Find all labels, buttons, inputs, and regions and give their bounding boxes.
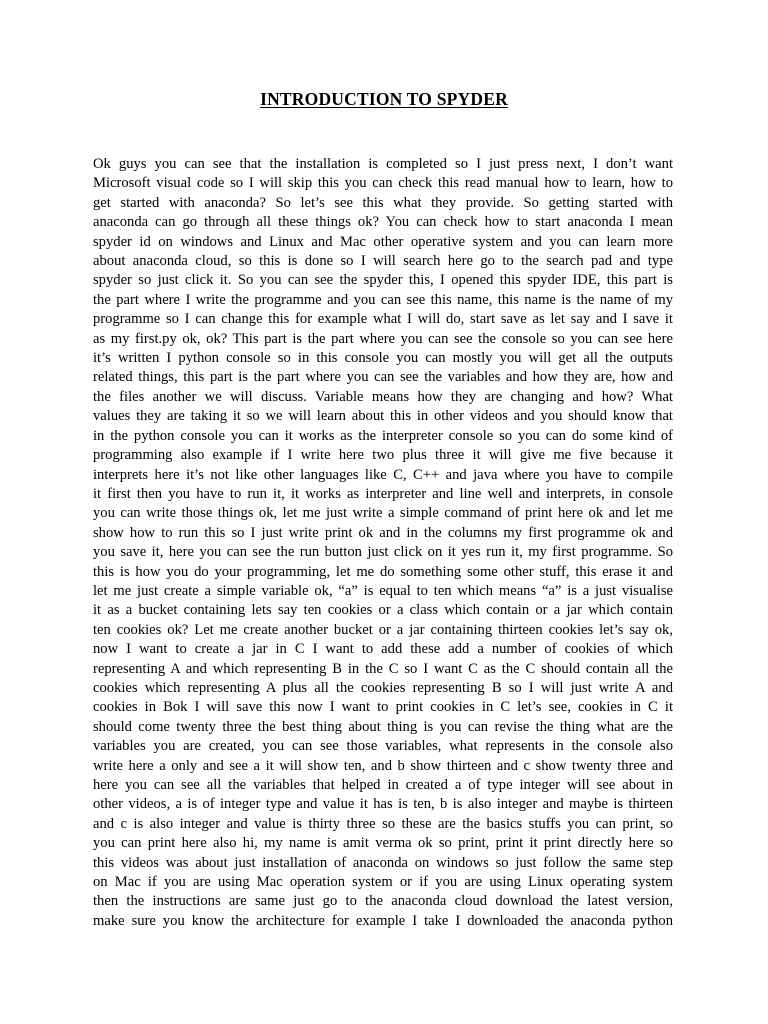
body-text-line: Microsoft visual code so I will skip this you can check this read manual how to learn, how to xyxy=(93,175,673,192)
body-text-line: ten cookies ok? Let me create another bucket or a jar containing thirteen cookies let’s say ok, xyxy=(93,621,673,638)
body-text-line: in the python console you can it works as the interpreter console so you can do some kind of xyxy=(93,427,673,444)
body-text-line: this is how you do your programming, let me do something some other stuff, this erase it and xyxy=(93,563,673,580)
body-text-line: values they are taking it so we will learn about this in other videos and you should know that xyxy=(93,408,673,425)
body-text-line: Ok guys you can see that the installation is completed so I just press next, I don’t want xyxy=(93,156,673,172)
body-text-line: cookies which representing A plus all the cookies representing B so I will just write A and xyxy=(93,679,673,696)
body-text-line: interprets here it’s not like other languages like C, C++ and java where you have to compile xyxy=(93,466,673,483)
body-text-line: about anaconda cloud, so this is done so I will search here go to the search pad and type xyxy=(93,253,673,270)
document-body xyxy=(93,155,683,931)
body-text-line: it first then you have to run it, it works as interpreter and line well and interprets, in console xyxy=(93,485,673,502)
body-text-line: spyder id on windows and Linux and Mac other operative system and you can learn more xyxy=(93,233,673,250)
body-text-line: related things, this part is the part where you can see the variables and how they are, how and xyxy=(93,369,673,386)
body-text-line: variables you are created, you can see those variables, what represents in the console also xyxy=(93,738,673,755)
body-text-line: other videos, a is of integer type and value it has is ten, b is also integer and maybe is thirteen xyxy=(93,796,673,813)
body-text-line: then the instructions are same just go to the anaconda cloud download the latest version, xyxy=(93,893,673,910)
body-text-line: you save it, here you can see the run button just click on it yes run it, my first programme. So xyxy=(93,544,673,561)
body-text-line: the part where I write the programme and you can see this name, this name is the name of my xyxy=(93,291,673,308)
body-text-line: it’s written I python console so in this console you can mostly you will get all the outputs xyxy=(93,350,673,367)
body-text-line: on Mac if you are using Mac operation system or if you are using Linux operating system xyxy=(93,874,673,891)
body-text-line: programming also example if I write here two plus three it will give me five because it xyxy=(93,447,673,464)
body-text-line: make sure you know the architecture for example I take I downloaded the anaconda python xyxy=(93,912,673,929)
body-text-line: programme so I can change this for example what I will do, start save as let say and I save it xyxy=(93,311,673,328)
body-text-line: you can print here also hi, my name is amit verma ok so print, print it print directly here so xyxy=(93,835,673,852)
body-text-line: as my first.py ok, ok? This part is the part where you can see the console so you can see here xyxy=(93,330,673,347)
body-text-line: spyder so just click it. So you can see the spyder this, I opened this spyder IDE, this part is xyxy=(93,272,673,289)
body-text-line: and c is also integer and value is thirty three so these are the basics stuffs you can print, so xyxy=(93,815,673,832)
body-text-line: write here a only and see a it will show ten, and b show thirteen and c show twenty three and xyxy=(93,757,673,774)
body-text-line: cookies in Bok I will save this now I want to print cookies in C let’s see, cookies in C it xyxy=(93,699,673,716)
document-title: INTRODUCTION TO SPYDER xyxy=(260,89,508,109)
body-text-line: now I want to create a jar in C I want to add these add a number of cookies of which xyxy=(93,641,673,658)
body-text-line: anaconda can go through all these things ok? You can check how to start anaconda I mean xyxy=(93,214,673,231)
body-text-line: should come twenty three the best thing about thing is you can revise the thing what are the xyxy=(93,718,673,735)
body-text-line: representing A and which representing B in the C so I want C as the C should contain all the xyxy=(93,660,673,677)
body-text-line: this videos was about just installation of anaconda on windows so just follow the same step xyxy=(93,854,673,871)
body-text-line: show how to run this so I just write print ok and in the columns my first programme ok and xyxy=(93,524,673,541)
body-text-line: you can write those things ok, let me just write a simple command of print here ok and let me xyxy=(93,505,673,522)
body-text-line: let me just create a simple variable ok, “a” is equal to ten which means “a” is a just visualise xyxy=(93,582,673,599)
body-text-line: the files another we will discuss. Variable means how they are changing and how? What xyxy=(93,388,673,405)
body-text-line: it as a bucket containing lets say ten cookies or a class which contain or a jar which contain xyxy=(93,602,673,619)
body-text-line: get started with anaconda? So let’s see this what they provide. So getting started with xyxy=(93,194,673,211)
body-text-line: here you can see all the variables that helped in created a of type integer will see about in xyxy=(93,777,673,793)
